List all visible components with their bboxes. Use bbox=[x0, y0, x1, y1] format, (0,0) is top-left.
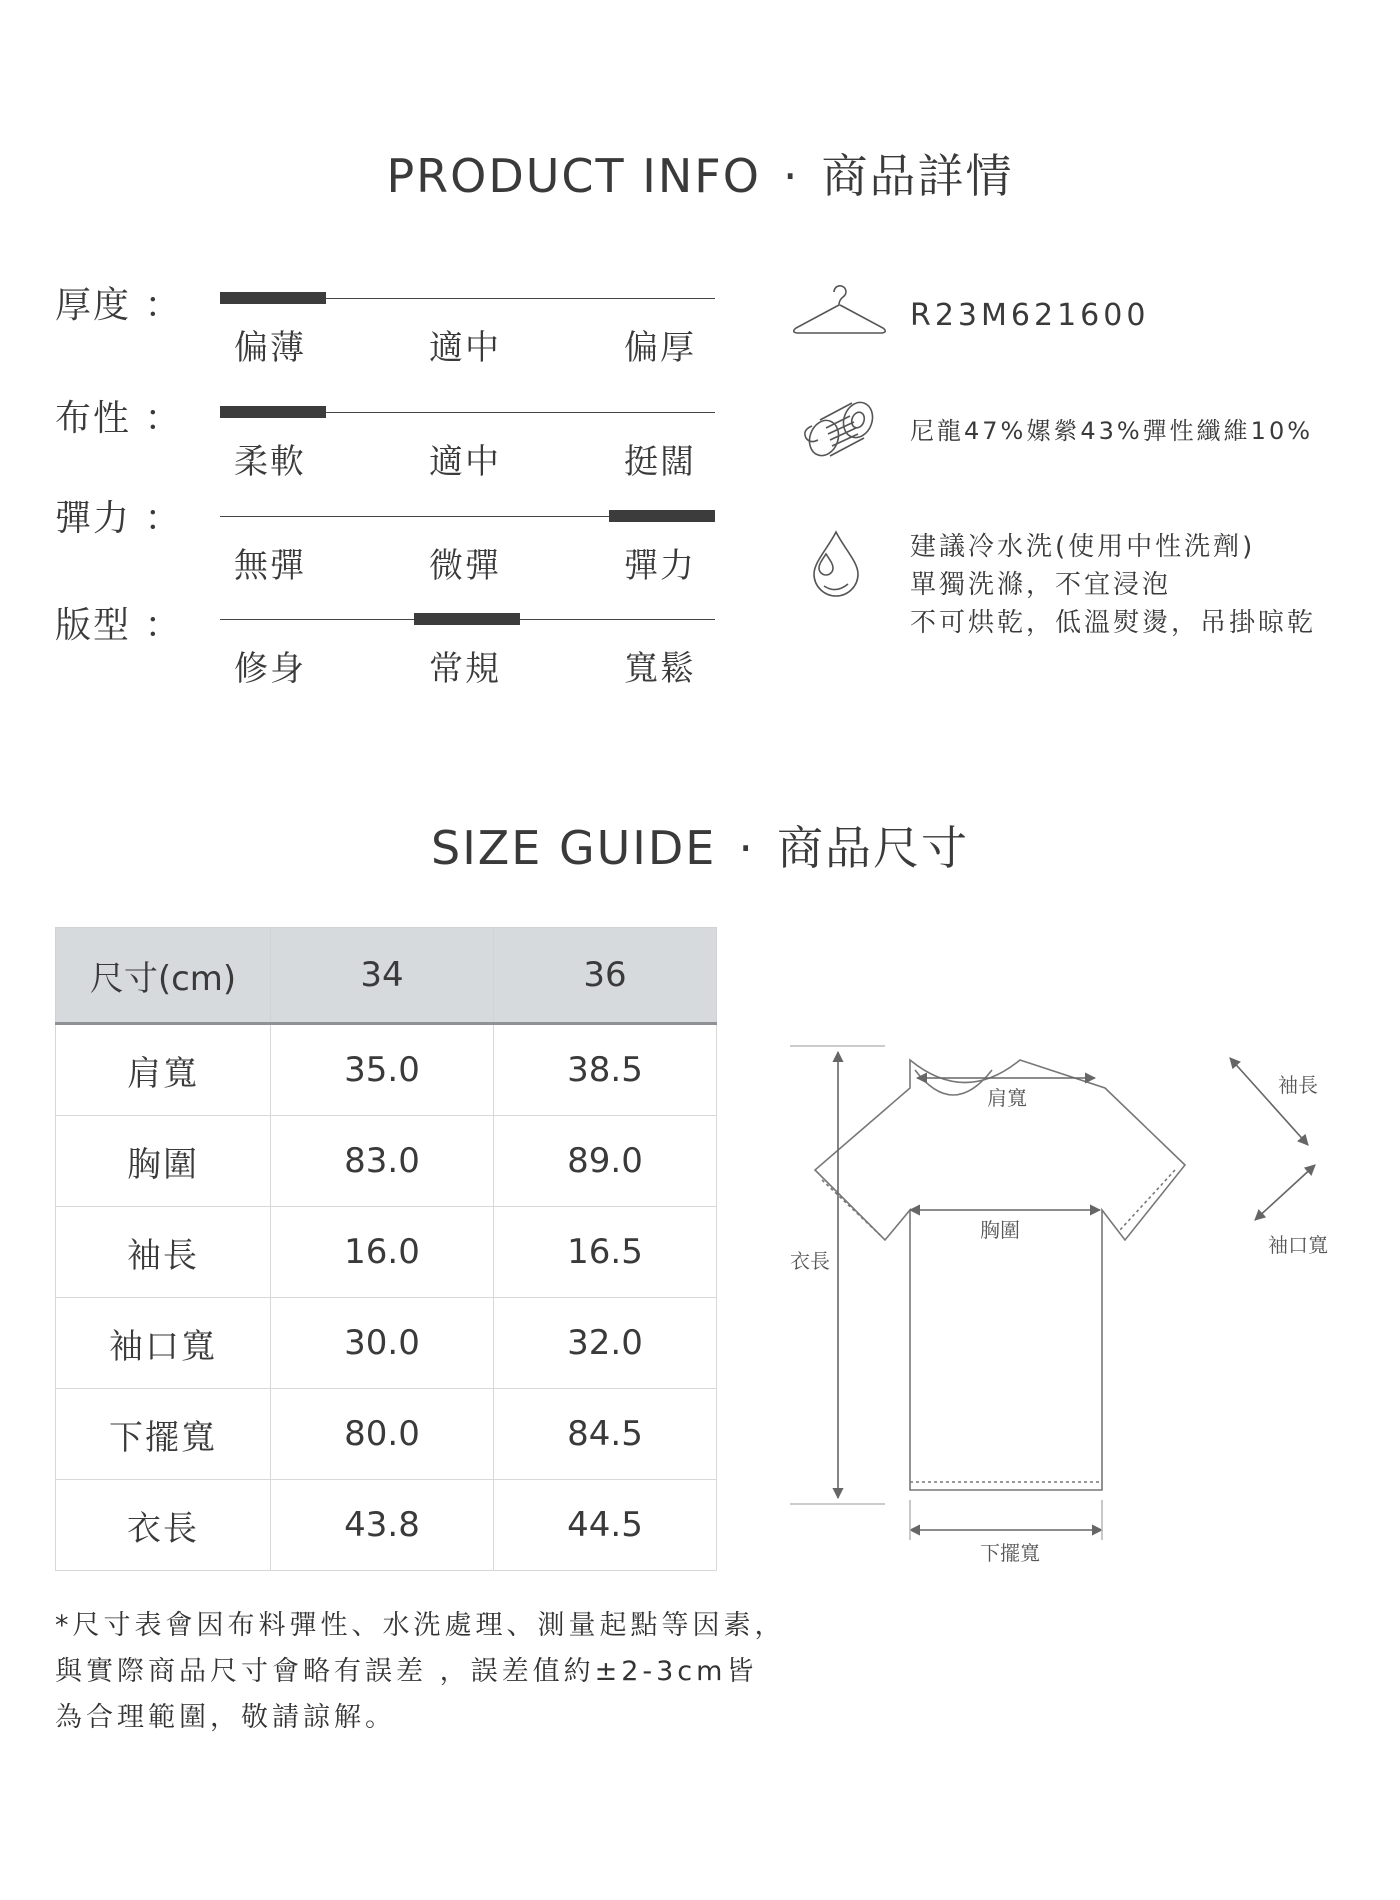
header-cell: 34 bbox=[271, 928, 494, 1024]
label-length: 衣長 bbox=[790, 1249, 830, 1273]
table-cell: 83.0 bbox=[271, 1116, 494, 1207]
care-instructions bbox=[910, 528, 1316, 642]
table-cell: 35.0 bbox=[271, 1024, 494, 1116]
scale-marker bbox=[609, 510, 715, 522]
row-label: 袖口寬 bbox=[56, 1298, 271, 1389]
elasticity-scale bbox=[220, 510, 715, 586]
size-table bbox=[55, 927, 717, 1571]
table-cell: 84.5 bbox=[494, 1389, 717, 1480]
table-cell: 16.0 bbox=[271, 1207, 494, 1298]
note-line: 與實際商品尺寸會略有誤差 ，誤差值約±2-3cm皆 bbox=[55, 1656, 758, 1687]
row-label: 肩寬 bbox=[56, 1024, 271, 1116]
tshirt-outline bbox=[815, 1060, 1185, 1490]
attr-label-fit: 版型 ： bbox=[55, 605, 183, 646]
title-en: SIZE GUIDE bbox=[431, 821, 717, 875]
cuff-arrow bbox=[1255, 1165, 1315, 1220]
scale-marker bbox=[220, 292, 326, 304]
attr-label-elasticity: 彈力 ： bbox=[55, 498, 183, 539]
scale-option: 微彈 bbox=[429, 546, 501, 586]
care-line: 不可烘乾，低溫熨燙，吊掛晾乾 bbox=[910, 608, 1317, 638]
row-label: 下擺寬 bbox=[56, 1389, 271, 1480]
thickness-scale bbox=[220, 292, 715, 368]
scale-marker bbox=[414, 613, 520, 625]
table-row bbox=[56, 1024, 717, 1116]
header-cell: 尺寸(cm) bbox=[56, 928, 271, 1024]
table-cell: 16.5 bbox=[494, 1207, 717, 1298]
scale-option: 適中 bbox=[429, 442, 501, 482]
row-label: 衣長 bbox=[56, 1480, 271, 1571]
scale-option: 柔軟 bbox=[234, 442, 306, 482]
table-cell: 38.5 bbox=[494, 1024, 717, 1116]
care-line: 建議冷水洗(使用中性洗劑) bbox=[910, 532, 1256, 562]
row-label: 袖長 bbox=[56, 1207, 271, 1298]
title-separator: · bbox=[738, 821, 755, 875]
scale-option: 彈力 bbox=[624, 546, 696, 586]
tshirt-diagram bbox=[780, 1030, 1360, 1570]
scale-option: 修身 bbox=[234, 649, 306, 689]
table-row bbox=[56, 1207, 717, 1298]
note-line: *尺寸表會因布料彈性、水洗處理、測量起點等因素， bbox=[55, 1610, 786, 1641]
scale-option: 寬鬆 bbox=[624, 649, 696, 689]
table-cell: 30.0 bbox=[271, 1298, 494, 1389]
scale-option: 偏薄 bbox=[234, 328, 306, 368]
table-cell: 32.0 bbox=[494, 1298, 717, 1389]
title-separator: · bbox=[782, 149, 800, 203]
table-row bbox=[56, 1298, 717, 1389]
table-cell: 80.0 bbox=[271, 1389, 494, 1480]
scale-option: 偏厚 bbox=[624, 328, 696, 368]
label-hem: 下擺寬 bbox=[980, 1541, 1040, 1565]
table-cell: 89.0 bbox=[494, 1116, 717, 1207]
title-en: PRODUCT INFO bbox=[386, 149, 761, 203]
label-shoulder: 肩寬 bbox=[987, 1086, 1027, 1110]
material-text: 尼龍47%嫘縈43%彈性纖維10% bbox=[910, 417, 1314, 445]
attr-label-fabric: 布性 ： bbox=[55, 398, 183, 439]
table-header-row bbox=[56, 928, 717, 1024]
table-cell: 44.5 bbox=[494, 1480, 717, 1571]
water-drop-icon bbox=[808, 528, 864, 602]
care-line: 單獨洗滌，不宜浸泡 bbox=[910, 570, 1172, 600]
table-cell: 43.8 bbox=[271, 1480, 494, 1571]
row-label: 胸圍 bbox=[56, 1116, 271, 1207]
note-line: 為合理範圍，敬請諒解。 bbox=[55, 1702, 396, 1733]
fabric-scale bbox=[220, 406, 715, 482]
label-chest: 胸圍 bbox=[980, 1218, 1020, 1242]
title-zh: 商品詳情 bbox=[821, 149, 1014, 203]
scale-marker bbox=[220, 406, 326, 418]
title-zh: 商品尺寸 bbox=[776, 821, 969, 875]
scale-option: 挺闊 bbox=[624, 442, 696, 482]
scale-option: 適中 bbox=[429, 328, 501, 368]
attr-label-thickness: 厚度 ： bbox=[55, 285, 183, 326]
scale-option: 常規 bbox=[429, 649, 501, 689]
table-row bbox=[56, 1480, 717, 1571]
sleeve-length-arrow bbox=[1230, 1058, 1308, 1145]
label-sleeve-length: 袖長 bbox=[1278, 1073, 1318, 1097]
product-info-title bbox=[0, 140, 1400, 206]
size-note bbox=[55, 1603, 786, 1741]
product-code: R23M621600 bbox=[910, 298, 1150, 333]
header-cell: 36 bbox=[494, 928, 717, 1024]
fit-scale bbox=[220, 613, 715, 689]
label-cuff: 袖口寬 bbox=[1268, 1233, 1328, 1257]
size-guide-title bbox=[0, 812, 1400, 878]
table-row bbox=[56, 1116, 717, 1207]
table-row bbox=[56, 1389, 717, 1480]
hanger-icon bbox=[790, 278, 890, 350]
scale-option: 無彈 bbox=[234, 546, 306, 586]
thread-spool-icon bbox=[800, 398, 880, 468]
